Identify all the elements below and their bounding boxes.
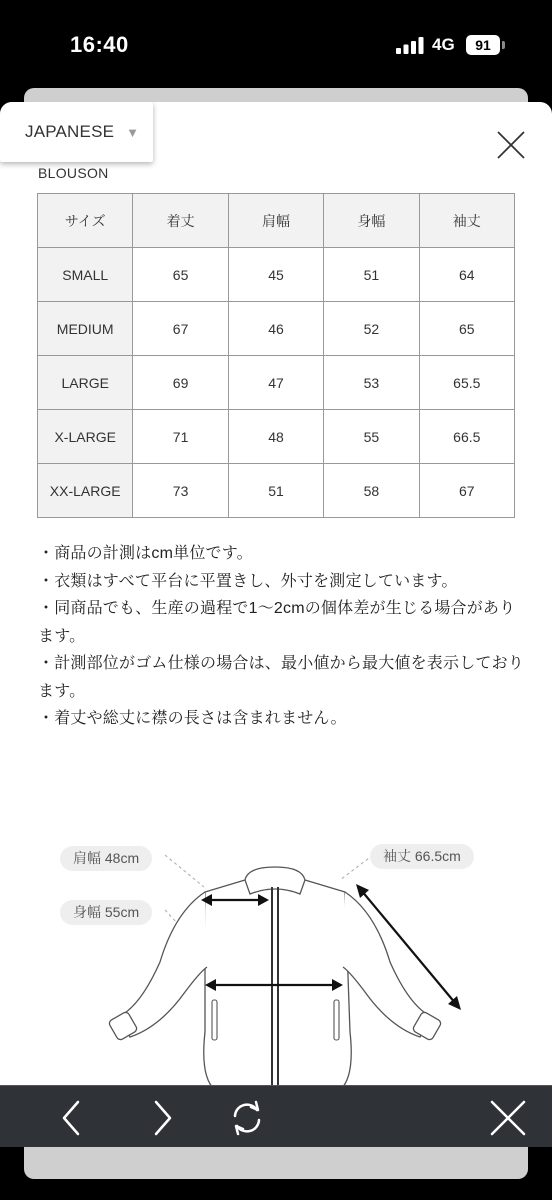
table-row bbox=[38, 410, 515, 464]
sleeve-length-label: 袖丈 66.5cm bbox=[370, 844, 474, 869]
size-cell: MEDIUM bbox=[38, 302, 133, 356]
table-header-cell: サイズ bbox=[38, 194, 133, 248]
table-header-cell: 着丈 bbox=[133, 194, 228, 248]
table-cell: 46 bbox=[228, 302, 323, 356]
table-cell: 66.5 bbox=[419, 410, 514, 464]
table-cell: 65.5 bbox=[419, 356, 514, 410]
signal-bars-icon bbox=[396, 37, 424, 54]
note-line: ・同商品でも、生産の過程で1〜2cmの個体差が生じる場合があります。 bbox=[38, 600, 516, 645]
jacket-illustration bbox=[0, 832, 552, 1112]
size-cell: XX-LARGE bbox=[38, 464, 133, 518]
table-cell: 48 bbox=[228, 410, 323, 464]
language-select[interactable] bbox=[0, 102, 153, 162]
note-line: ・計測部位がゴム仕様の場合は、最小値から最大値を表示しております。 bbox=[38, 655, 525, 700]
table-cell: 51 bbox=[324, 248, 419, 302]
table-header-cell: 袖丈 bbox=[419, 194, 514, 248]
note-line: ・着丈や総丈に襟の長さは含まれません。 bbox=[38, 710, 347, 727]
table-cell: 65 bbox=[419, 302, 514, 356]
table-cell: 45 bbox=[228, 248, 323, 302]
close-icon[interactable] bbox=[496, 130, 526, 160]
table-row bbox=[38, 356, 515, 410]
size-cell: LARGE bbox=[38, 356, 133, 410]
table-cell: 71 bbox=[133, 410, 228, 464]
battery-cap bbox=[502, 41, 505, 49]
back-chevron-icon[interactable] bbox=[52, 1098, 92, 1138]
size-guide-sheet bbox=[0, 102, 552, 1112]
note-line: ・衣類はすべて平台に平置きし、外寸を測定しています。 bbox=[38, 572, 458, 590]
table-cell: 64 bbox=[419, 248, 514, 302]
status-bar bbox=[0, 0, 552, 90]
battery-icon: 91 bbox=[466, 35, 500, 55]
close-icon[interactable] bbox=[488, 1098, 528, 1138]
table-cell: 51 bbox=[228, 464, 323, 518]
table-header-cell: 身幅 bbox=[324, 194, 419, 248]
table-row bbox=[38, 464, 515, 518]
table-cell: 53 bbox=[324, 356, 419, 410]
size-table bbox=[37, 193, 515, 518]
shoulder-width-label: 肩幅 48cm bbox=[60, 846, 152, 871]
table-cell: 52 bbox=[324, 302, 419, 356]
size-cell: SMALL bbox=[38, 248, 133, 302]
measurement-diagram bbox=[0, 832, 552, 1112]
language-select-value: JAPANESE bbox=[25, 122, 115, 141]
refresh-icon[interactable] bbox=[227, 1098, 267, 1138]
forward-chevron-icon[interactable] bbox=[142, 1098, 182, 1138]
table-row bbox=[38, 302, 515, 356]
status-time: 16:40 bbox=[70, 32, 129, 57]
table-header-row bbox=[38, 194, 515, 248]
table-cell: 65 bbox=[133, 248, 228, 302]
section-title: BLOUSON bbox=[38, 165, 109, 181]
network-label: 4G bbox=[432, 35, 455, 54]
body-width-label: 身幅 55cm bbox=[60, 900, 152, 925]
table-row bbox=[38, 248, 515, 302]
measurement-notes bbox=[38, 540, 528, 733]
size-cell: X-LARGE bbox=[38, 410, 133, 464]
table-cell: 67 bbox=[133, 302, 228, 356]
table-cell: 47 bbox=[228, 356, 323, 410]
note-line: ・商品の計測はcm単位です。 bbox=[38, 545, 253, 562]
table-cell: 69 bbox=[133, 356, 228, 410]
table-cell: 73 bbox=[133, 464, 228, 518]
caret-down-icon: ▼ bbox=[126, 124, 140, 140]
browser-toolbar bbox=[0, 1085, 552, 1147]
sheet-stack-bottom bbox=[24, 1147, 528, 1179]
table-header-cell: 肩幅 bbox=[228, 194, 323, 248]
table-cell: 67 bbox=[419, 464, 514, 518]
table-cell: 55 bbox=[324, 410, 419, 464]
table-cell: 58 bbox=[324, 464, 419, 518]
